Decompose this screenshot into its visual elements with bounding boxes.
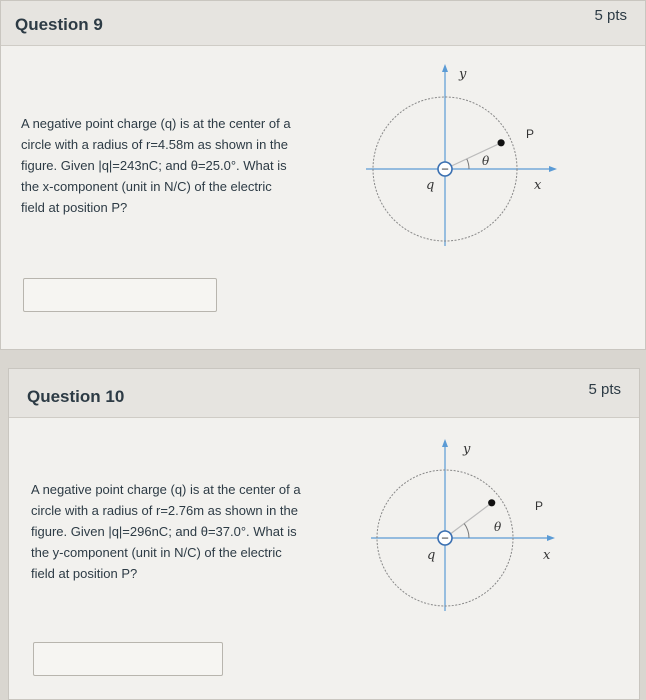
question-text-line: the x-component (unit in N/C) of the electric [21,179,272,194]
question-text-line: A negative point charge (q) is at the center of a [21,116,291,131]
question-10-answer-input[interactable] [33,642,223,676]
question-10-figure [359,431,589,631]
x-axis-arrowhead [549,166,557,172]
question-10-points: 5 pts [588,381,621,398]
charge-sign: − [441,530,449,546]
y-label: y [459,67,467,82]
question-text-line: the y-component (unit in N/C) of the electric [31,545,282,560]
x-label: x [534,178,542,193]
question-10-header [9,369,639,418]
radius-line [445,143,501,169]
y-axis-arrowhead [442,64,448,72]
theta-label: θ [482,154,490,168]
question-9-figure [356,56,586,266]
charge-sign: − [441,161,449,177]
question-9-text [21,113,291,218]
p-label: P [526,127,535,141]
x-axis-arrowhead [547,535,555,541]
x-label: x [543,548,551,563]
question-text-line: field at position P? [31,566,138,581]
question-10-title: Question 10 [27,387,125,406]
theta-arc [464,524,469,538]
question-text-line: A negative point charge (q) is at the center of a [31,482,301,497]
y-axis-arrowhead [442,439,448,447]
question-9-points: 5 pts [594,7,627,24]
question-9-title: Question 9 [15,15,103,34]
question-text-line: field at position P? [21,200,128,215]
question-text-line: figure. Given |q|=296nC; and θ=37.0°. What is [31,524,297,539]
question-10-card [8,368,640,700]
question-9-header [1,1,645,46]
question-text-line: figure. Given |q|=243nC; and θ=25.0°. What is [21,158,287,173]
p-label: P [535,499,544,513]
y-label: y [463,442,471,457]
q-label: q [426,178,435,193]
question-text-line: circle with a radius of r=2.76m as shown in the [31,503,298,518]
question-10-text [31,479,301,584]
question-9-answer-input[interactable] [23,278,217,312]
question-text-line: circle with a radius of r=4.58m as shown in the [21,137,288,152]
q-label: q [427,548,436,563]
point-p [488,499,495,506]
theta-label: θ [494,520,502,534]
theta-arc [467,159,469,169]
point-p [498,139,505,146]
